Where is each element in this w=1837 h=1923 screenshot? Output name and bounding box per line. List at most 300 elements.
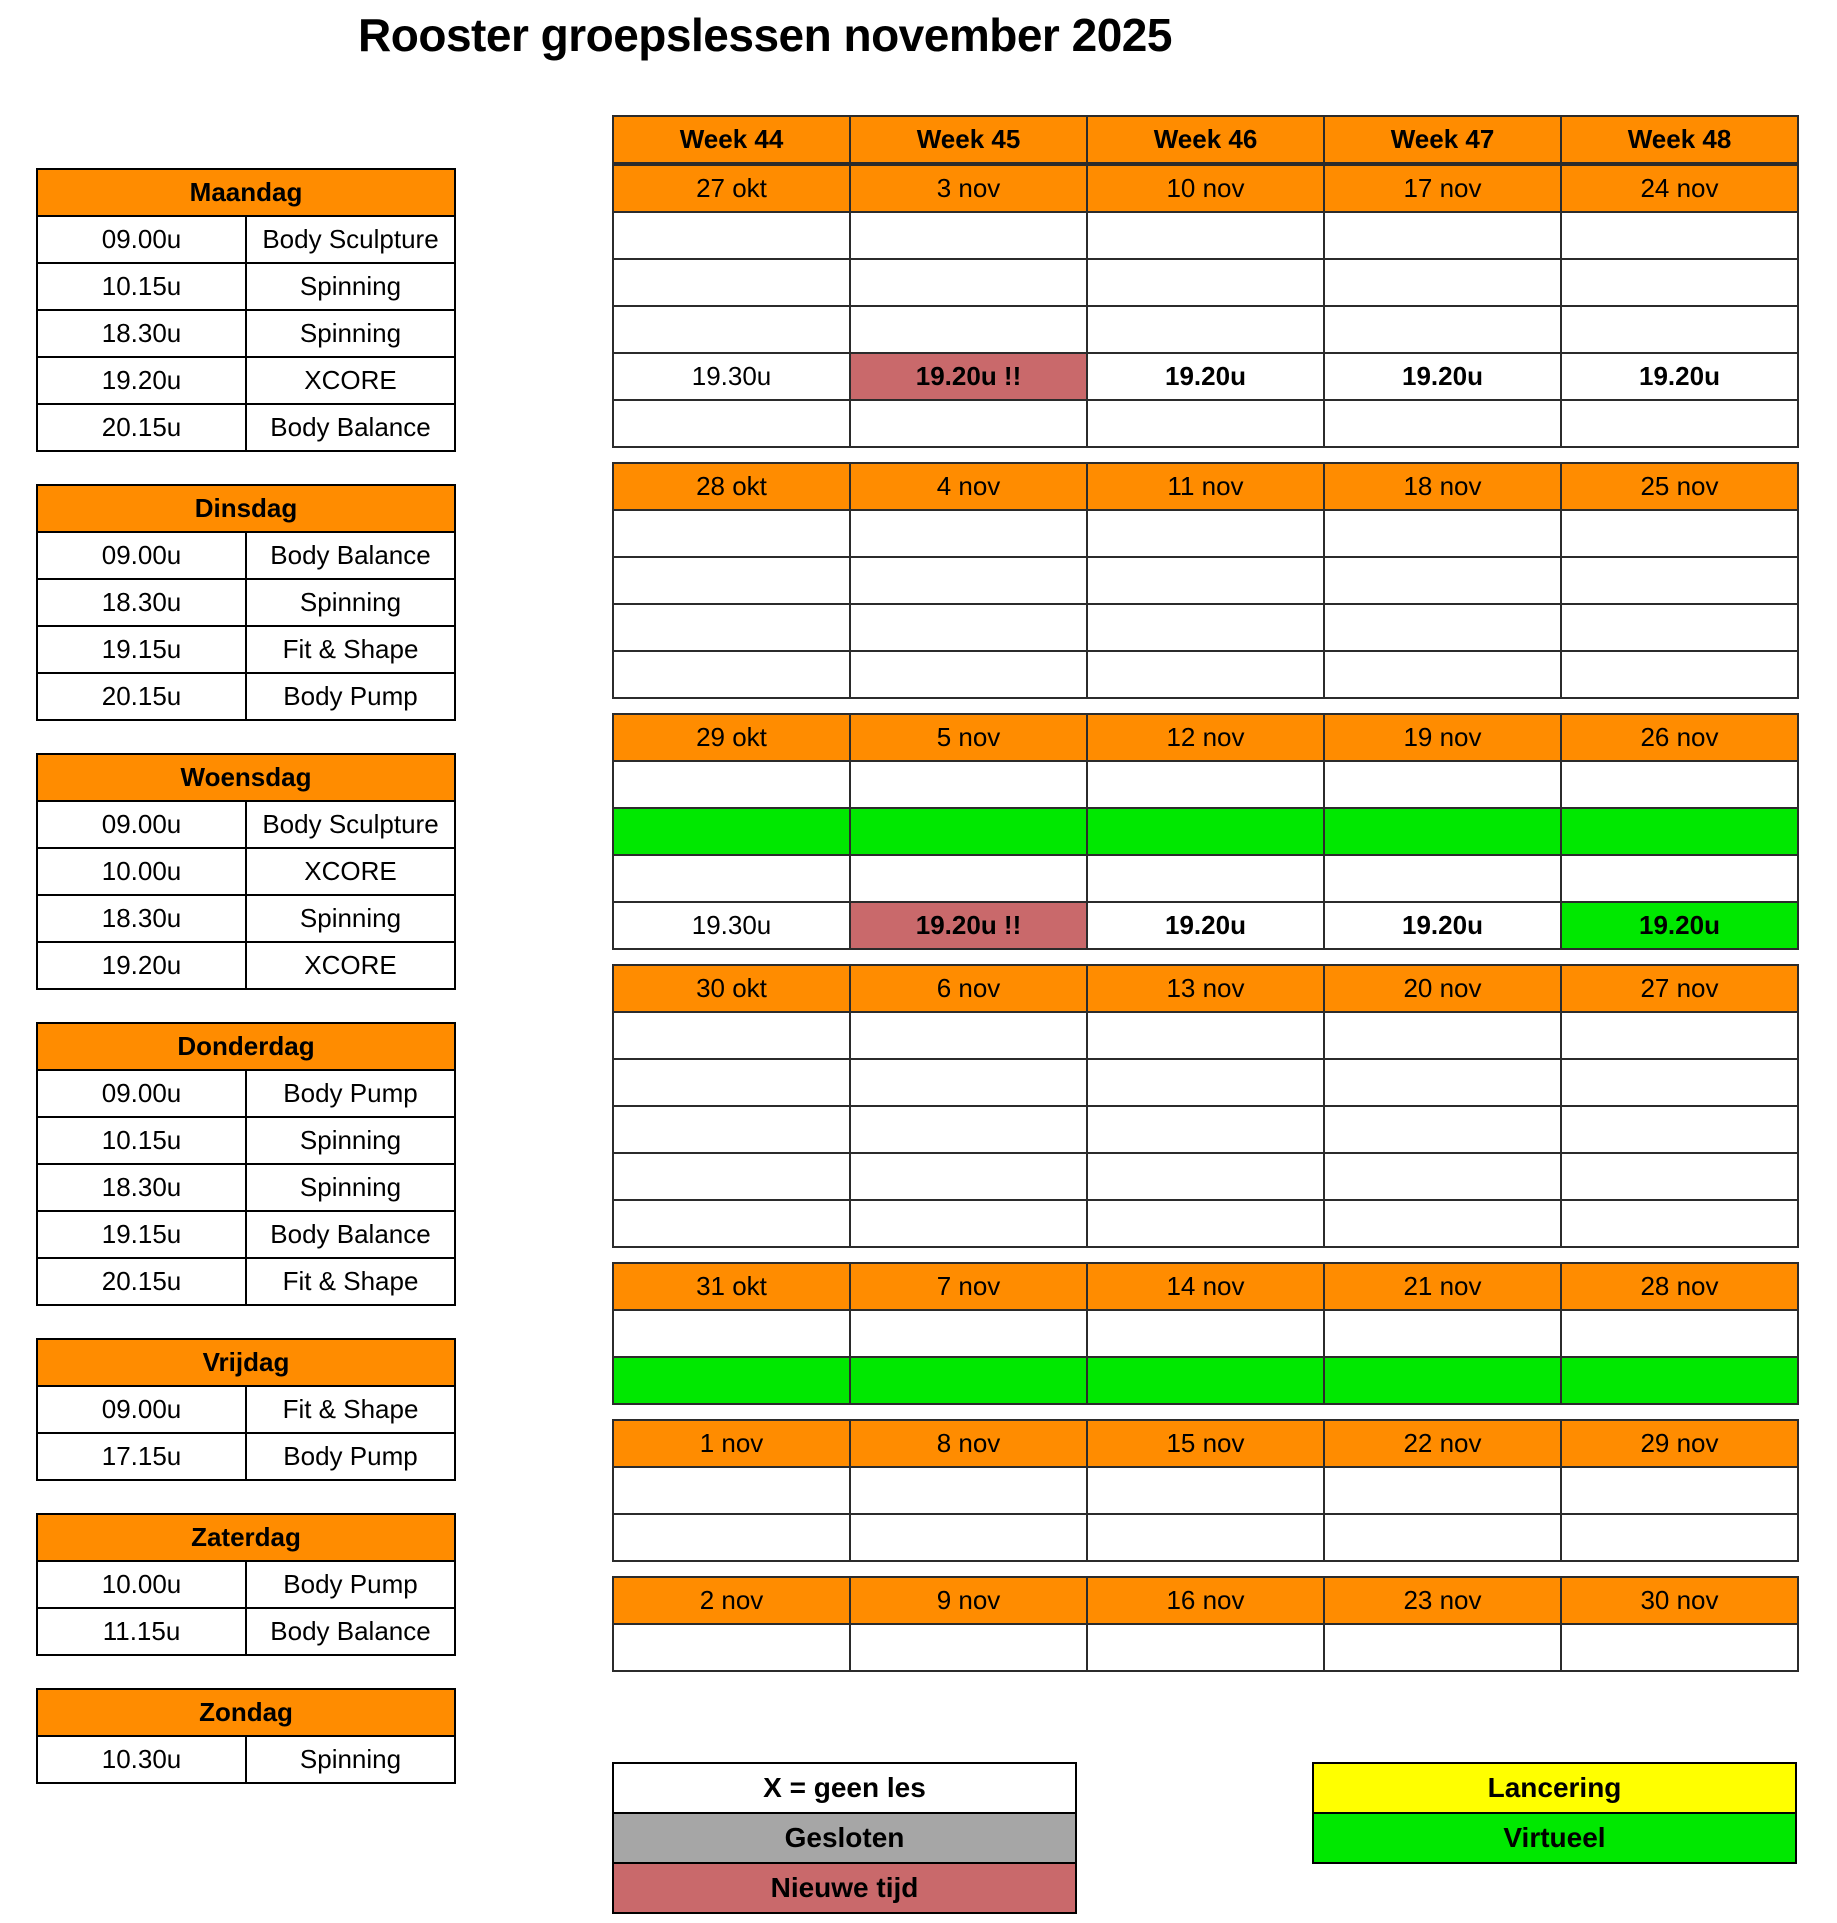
schedule-cell[interactable] [1087,855,1324,902]
schedule-cell[interactable] [1087,400,1324,447]
schedule-cell[interactable] [613,1357,850,1404]
block-spacer [612,699,1797,713]
schedule-row [613,1106,1798,1153]
schedule-cell[interactable] [1324,1310,1561,1357]
class-time: 19.20u [37,942,246,989]
day-header-row [37,485,455,532]
schedule-cell[interactable] [1087,1467,1324,1514]
schedule-cell[interactable] [1561,1310,1798,1357]
date-cell: 18 nov [1324,463,1561,510]
schedule-cell[interactable] [1561,604,1798,651]
week-block-donderdag [612,964,1799,1248]
schedule-row [613,400,1798,447]
date-cell: 6 nov [850,965,1087,1012]
schedule-cell[interactable] [613,212,850,259]
schedule-cell[interactable] [1324,557,1561,604]
schedule-cell[interactable] [1561,259,1798,306]
schedule-row [613,1467,1798,1514]
date-cell: 22 nov [1324,1420,1561,1467]
schedule-cell[interactable] [850,1467,1087,1514]
class-name: Fit & Shape [246,1386,455,1433]
schedule-cell[interactable] [1087,808,1324,855]
schedule-cell[interactable] [1324,855,1561,902]
day-table-dinsdag [36,484,456,721]
week-block-zaterdag [612,1419,1799,1562]
schedule-cell[interactable] [850,306,1087,353]
class-name: Body Sculpture [246,801,455,848]
schedule-cell[interactable] [1087,761,1324,808]
schedule-cell[interactable] [1324,1153,1561,1200]
schedule-cell[interactable] [1324,1357,1561,1404]
class-name: Spinning [246,895,455,942]
date-cell: 28 nov [1561,1263,1798,1310]
date-cell: 20 nov [1324,965,1561,1012]
class-time: 10.30u [37,1736,246,1783]
schedule-cell[interactable] [1561,306,1798,353]
legend-row [1313,1763,1796,1813]
schedule-cell[interactable] [1561,651,1798,698]
schedule-cell[interactable] [850,1153,1087,1200]
class-row [37,310,455,357]
schedule-cell[interactable]: 19.20u [1087,902,1324,949]
class-name: Spinning [246,310,455,357]
schedule-row [613,761,1798,808]
date-cell: 21 nov [1324,1263,1561,1310]
class-row [37,1070,455,1117]
date-cell: 3 nov [850,165,1087,212]
date-cell: 11 nov [1087,463,1324,510]
day-schedule-column [36,168,456,1816]
day-name-zondag: Zondag [37,1689,455,1736]
schedule-row [613,1357,1798,1404]
schedule-cell[interactable] [1324,1514,1561,1561]
schedule-row [613,808,1798,855]
class-row [37,848,455,895]
schedule-cell[interactable] [613,510,850,557]
schedule-cell[interactable] [1087,1310,1324,1357]
schedule-row [613,604,1798,651]
schedule-cell[interactable] [1561,855,1798,902]
schedule-cell[interactable]: 19.20u [1324,902,1561,949]
date-cell: 31 okt [613,1263,850,1310]
date-cell: 19 nov [1324,714,1561,761]
class-row [37,532,455,579]
schedule-cell[interactable] [1561,1624,1798,1671]
date-row [613,165,1798,212]
class-row [37,1561,455,1608]
class-row [37,626,455,673]
class-time: 17.15u [37,1433,246,1480]
block-spacer [612,1405,1797,1419]
schedule-cell[interactable] [850,1012,1087,1059]
day-header-row [37,169,455,216]
schedule-cell[interactable] [1087,212,1324,259]
class-row [37,1164,455,1211]
schedule-cell[interactable] [850,604,1087,651]
schedule-cell[interactable]: 19.20u [1087,353,1324,400]
date-row [613,1420,1798,1467]
date-cell: 16 nov [1087,1577,1324,1624]
schedule-cell[interactable] [850,855,1087,902]
date-cell: 17 nov [1324,165,1561,212]
day-table-zondag [36,1688,456,1784]
class-time: 11.15u [37,1608,246,1655]
schedule-cell[interactable] [1561,1467,1798,1514]
class-row [37,404,455,451]
schedule-cell[interactable] [850,1059,1087,1106]
schedule-cell[interactable] [1324,808,1561,855]
schedule-cell[interactable] [613,761,850,808]
schedule-cell[interactable] [613,1106,850,1153]
schedule-cell[interactable] [850,259,1087,306]
date-cell: 9 nov [850,1577,1087,1624]
schedule-row [613,259,1798,306]
schedule-cell[interactable] [1087,1059,1324,1106]
schedule-cell[interactable] [1324,1200,1561,1247]
class-row [37,895,455,942]
legend-right-table [1312,1762,1797,1864]
schedule-row [613,510,1798,557]
schedule-row [613,1624,1798,1671]
class-time: 20.15u [37,404,246,451]
schedule-cell[interactable] [1561,1153,1798,1200]
class-time: 09.00u [37,801,246,848]
date-cell: 13 nov [1087,965,1324,1012]
day-header-row [37,1339,455,1386]
date-row [613,1263,1798,1310]
schedule-cell[interactable]: 19.30u [613,353,850,400]
schedule-cell[interactable] [1324,510,1561,557]
class-name: Body Pump [246,1561,455,1608]
schedule-cell[interactable] [1324,1059,1561,1106]
schedule-cell[interactable] [1561,400,1798,447]
schedule-cell[interactable] [1324,259,1561,306]
block-spacer [612,448,1797,462]
class-row [37,1386,455,1433]
class-name: Body Balance [246,1211,455,1258]
schedule-cell[interactable] [613,1059,850,1106]
schedule-row [613,557,1798,604]
schedule-cell[interactable] [1561,557,1798,604]
schedule-cell[interactable] [613,557,850,604]
class-name: Body Balance [246,532,455,579]
class-time: 09.00u [37,1386,246,1433]
class-row [37,357,455,404]
schedule-cell[interactable] [1087,1012,1324,1059]
schedule-cell[interactable] [850,212,1087,259]
day-header-row [37,1689,455,1736]
date-cell: 23 nov [1324,1577,1561,1624]
schedule-cell[interactable] [1324,651,1561,698]
schedule-cell[interactable] [1087,651,1324,698]
date-cell: 14 nov [1087,1263,1324,1310]
schedule-cell[interactable] [850,1514,1087,1561]
day-header-row [37,1023,455,1070]
schedule-cell[interactable] [1324,604,1561,651]
week-block-maandag [612,164,1799,448]
date-cell: 12 nov [1087,714,1324,761]
schedule-cell[interactable] [1087,557,1324,604]
legend-item-x-geen-les: X = geen les [613,1763,1076,1813]
date-cell: 25 nov [1561,463,1798,510]
class-row [37,1117,455,1164]
class-name: Body Pump [246,673,455,720]
legend-item-virtueel: Virtueel [1313,1813,1796,1863]
class-row [37,1258,455,1305]
class-row [37,673,455,720]
schedule-cell[interactable] [850,557,1087,604]
day-name-dinsdag: Dinsdag [37,485,455,532]
class-name: Body Balance [246,404,455,451]
schedule-row [613,902,1798,949]
schedule-cell[interactable] [1087,510,1324,557]
class-row [37,801,455,848]
date-cell: 24 nov [1561,165,1798,212]
week-header-row [613,116,1798,163]
date-cell: 2 nov [613,1577,850,1624]
schedule-cell[interactable] [1087,1200,1324,1247]
class-row [37,263,455,310]
week-header-table [612,115,1799,164]
schedule-cell[interactable] [613,1153,850,1200]
schedule-cell[interactable] [613,1200,850,1247]
date-row [613,714,1798,761]
legend-left-table [612,1762,1077,1914]
class-row [37,216,455,263]
date-cell: 30 nov [1561,1577,1798,1624]
day-name-woensdag: Woensdag [37,754,455,801]
day-header-row [37,1514,455,1561]
schedule-cell[interactable] [1561,1357,1798,1404]
day-header-row [37,754,455,801]
schedule-cell[interactable] [850,400,1087,447]
day-name-donderdag: Donderdag [37,1023,455,1070]
schedule-row [613,306,1798,353]
schedule-cell[interactable] [613,306,850,353]
schedule-cell[interactable] [850,1310,1087,1357]
day-name-vrijdag: Vrijdag [37,1339,455,1386]
schedule-cell[interactable] [850,651,1087,698]
schedule-cell[interactable] [1561,761,1798,808]
date-cell: 7 nov [850,1263,1087,1310]
day-name-maandag: Maandag [37,169,455,216]
schedule-cell[interactable] [613,1624,850,1671]
schedule-cell[interactable] [613,1514,850,1561]
class-time: 18.30u [37,310,246,357]
schedule-row [613,1153,1798,1200]
day-table-woensdag [36,753,456,990]
schedule-row [613,1059,1798,1106]
date-cell: 8 nov [850,1420,1087,1467]
date-row [613,1577,1798,1624]
schedule-cell[interactable] [1087,1514,1324,1561]
schedule-cell[interactable] [613,400,850,447]
schedule-cell[interactable] [1324,1012,1561,1059]
week-block-dinsdag [612,462,1799,699]
legend-secondary [1312,1762,1797,1864]
class-time: 20.15u [37,1258,246,1305]
schedule-cell[interactable] [1324,1624,1561,1671]
week-header-1: Week 45 [850,116,1087,163]
schedule-cell[interactable] [1087,1624,1324,1671]
schedule-cell[interactable] [1561,1012,1798,1059]
weeks-grid [612,115,1797,1686]
schedule-row [613,1200,1798,1247]
schedule-row [613,212,1798,259]
class-name: Spinning [246,579,455,626]
date-cell: 27 nov [1561,965,1798,1012]
class-time: 10.00u [37,1561,246,1608]
schedule-cell[interactable] [1087,604,1324,651]
week-block-vrijdag [612,1262,1799,1405]
schedule-cell[interactable] [1087,306,1324,353]
class-time: 10.15u [37,263,246,310]
schedule-cell[interactable] [1324,761,1561,808]
schedule-cell[interactable] [613,1012,850,1059]
schedule-cell[interactable]: 19.20u [1324,353,1561,400]
date-cell: 27 okt [613,165,850,212]
week-header-0: Week 44 [613,116,850,163]
schedule-cell[interactable] [1561,808,1798,855]
day-table-vrijdag [36,1338,456,1481]
day-table-zaterdag [36,1513,456,1656]
schedule-cell[interactable] [1324,306,1561,353]
schedule-cell[interactable] [1087,1357,1324,1404]
week-block-woensdag [612,713,1799,950]
class-time: 20.15u [37,673,246,720]
class-name: Spinning [246,1164,455,1211]
class-time: 19.20u [37,357,246,404]
date-cell: 28 okt [613,463,850,510]
class-name: XCORE [246,848,455,895]
class-row [37,579,455,626]
schedule-cell[interactable] [613,855,850,902]
class-name: Body Balance [246,1608,455,1655]
date-cell: 1 nov [613,1420,850,1467]
schedule-cell[interactable] [613,259,850,306]
schedule-row [613,651,1798,698]
day-table-maandag [36,168,456,452]
legend-item-lancering: Lancering [1313,1763,1796,1813]
block-spacer [612,950,1797,964]
class-row [37,1433,455,1480]
schedule-cell[interactable] [1561,212,1798,259]
schedule-cell[interactable]: 19.30u [613,902,850,949]
schedule-cell[interactable] [1561,510,1798,557]
date-cell: 4 nov [850,463,1087,510]
schedule-row [613,855,1798,902]
schedule-cell[interactable]: 19.20u [1561,353,1798,400]
class-time: 10.00u [37,848,246,895]
schedule-cell[interactable] [613,1467,850,1514]
legend-item-nieuwe-tijd: Nieuwe tijd [613,1863,1076,1913]
schedule-row [613,1514,1798,1561]
class-time: 09.00u [37,1070,246,1117]
schedule-cell[interactable] [1561,1106,1798,1153]
date-cell: 5 nov [850,714,1087,761]
block-spacer [612,1672,1797,1686]
class-name: XCORE [246,942,455,989]
schedule-row [613,353,1798,400]
class-time: 19.15u [37,1211,246,1258]
schedule-cell[interactable]: 19.20u !! [850,902,1087,949]
day-table-donderdag [36,1022,456,1306]
date-cell: 29 okt [613,714,850,761]
schedule-cell[interactable] [613,604,850,651]
schedule-cell[interactable] [850,1200,1087,1247]
date-row [613,463,1798,510]
schedule-cell[interactable] [1087,1153,1324,1200]
class-name: XCORE [246,357,455,404]
block-spacer [612,1248,1797,1262]
week-header-3: Week 47 [1324,116,1561,163]
schedule-cell[interactable] [850,808,1087,855]
class-name: Spinning [246,263,455,310]
class-row [37,1736,455,1783]
day-name-zaterdag: Zaterdag [37,1514,455,1561]
class-name: Spinning [246,1736,455,1783]
class-row [37,1608,455,1655]
class-name: Spinning [246,1117,455,1164]
schedule-cell[interactable] [613,1310,850,1357]
schedule-cell[interactable] [850,1106,1087,1153]
date-cell: 30 okt [613,965,850,1012]
schedule-cell[interactable] [1324,212,1561,259]
date-cell: 15 nov [1087,1420,1324,1467]
class-time: 09.00u [37,216,246,263]
date-cell: 29 nov [1561,1420,1798,1467]
schedule-cell[interactable] [850,1624,1087,1671]
schedule-cell[interactable] [613,808,850,855]
schedule-cell[interactable] [850,1357,1087,1404]
class-time: 18.30u [37,579,246,626]
schedule-cell[interactable] [850,510,1087,557]
class-name: Fit & Shape [246,1258,455,1305]
legend-row [613,1763,1076,1813]
date-cell: 10 nov [1087,165,1324,212]
schedule-cell[interactable] [1561,1059,1798,1106]
block-spacer [612,1562,1797,1576]
schedule-cell[interactable] [1324,1467,1561,1514]
schedule-cell[interactable] [1324,400,1561,447]
schedule-cell[interactable]: 19.20u !! [850,353,1087,400]
class-name: Body Sculpture [246,216,455,263]
week-header-4: Week 48 [1561,116,1798,163]
schedule-cell[interactable] [1087,1106,1324,1153]
schedule-cell[interactable] [1087,259,1324,306]
class-time: 19.15u [37,626,246,673]
schedule-cell[interactable]: 19.20u [1561,902,1798,949]
legend-primary [612,1762,1077,1914]
class-name: Fit & Shape [246,626,455,673]
class-time: 10.15u [37,1117,246,1164]
class-name: Body Pump [246,1433,455,1480]
class-row [37,1211,455,1258]
page-title: Rooster groepslessen november 2025 [358,9,1172,61]
class-time: 09.00u [37,532,246,579]
schedule-cell[interactable] [1324,1106,1561,1153]
schedule-cell[interactable] [613,651,850,698]
schedule-cell[interactable] [1561,1514,1798,1561]
class-name: Body Pump [246,1070,455,1117]
date-cell: 26 nov [1561,714,1798,761]
legend-row [613,1863,1076,1913]
class-time: 18.30u [37,895,246,942]
schedule-cell[interactable] [850,761,1087,808]
schedule-row [613,1012,1798,1059]
week-block-zondag [612,1576,1799,1672]
schedule-cell[interactable] [1561,1200,1798,1247]
